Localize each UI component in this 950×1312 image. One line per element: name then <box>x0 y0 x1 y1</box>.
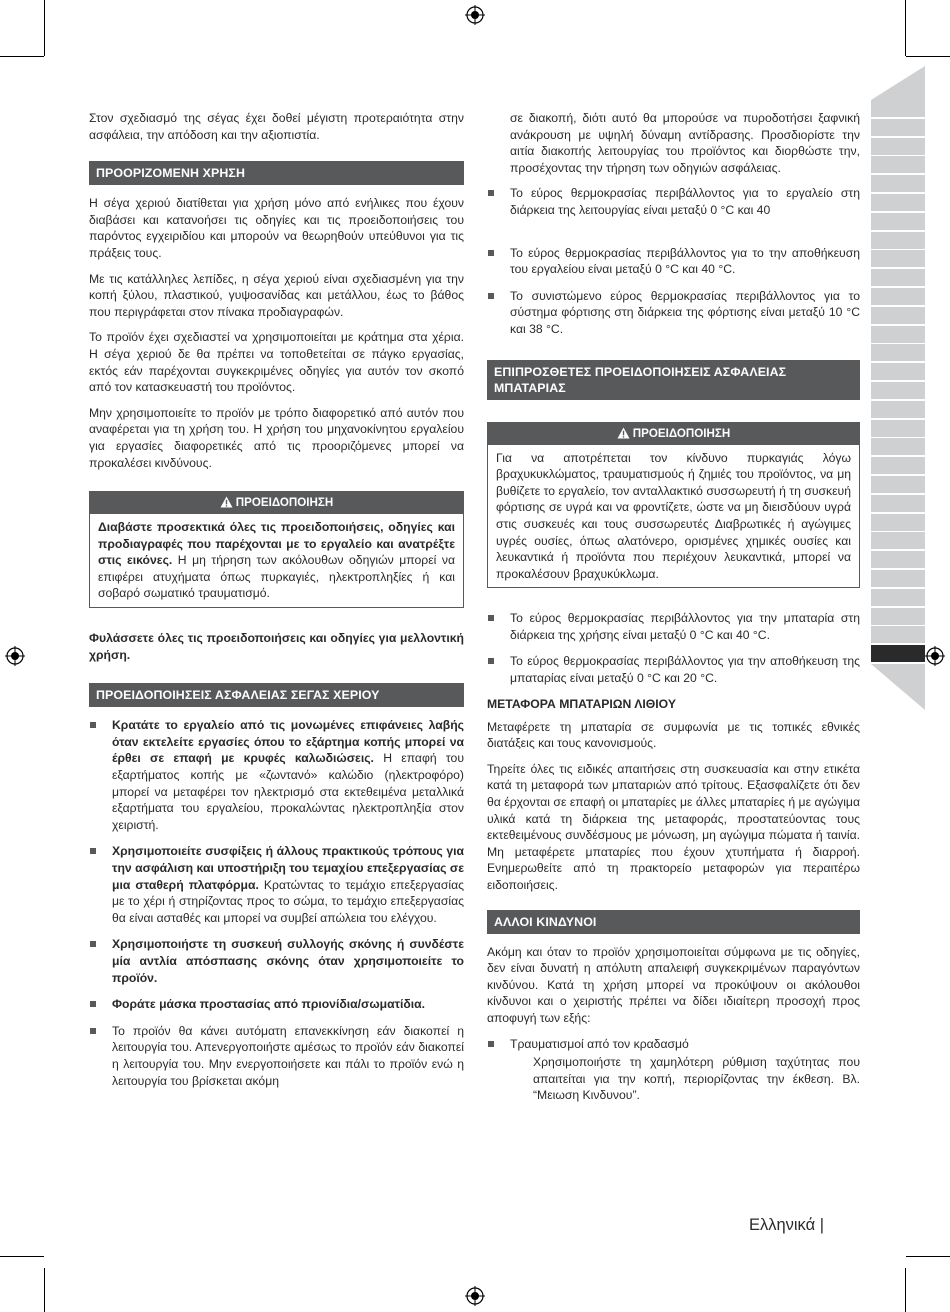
language-tab <box>871 401 925 418</box>
warning-box <box>89 491 464 608</box>
warning-text: Για να αποτρέπεται τον κίνδυνο πυρκαγιάς λόγω βραχυκυκλώματος, τραυματισμούς ή ζημιές του προϊόντος, να μη βυθίζετε το εργαλείο, τον ανταλλακτικό συσσωρευτή ή τη συσκευή φόρτισης σε υγρά και να φροντίζετε, ώστε να μη διεισδύουν υγρά στις συσκευές και τους συσσωρευτές Διαβρωτικές ή αγώγιμες υγρές ουσίες, όπως αλατόνερο, ορισμένες χημικές ουσίες και λευκαντικά ή προϊόντα που περιέχουν λευκαντικά, μπορεί να προκαλέσουν βραχυκύκλωμα. <box>496 450 851 581</box>
language-tab <box>871 250 925 267</box>
crop-mark <box>44 0 45 56</box>
crop-mark <box>906 56 950 57</box>
language-tab <box>871 608 925 625</box>
page-language-label: Ελληνικά | <box>748 1216 824 1234</box>
list-item <box>89 936 464 986</box>
language-tab <box>871 175 925 192</box>
warning-text-bold: Διαβάστε προσεκτικά όλες τις προειδοποιήσεις, οδηγίες και προδιαγραφές που παρέχονται με το εργαλείο και ανατρέξτε στις εικόνες. <box>98 520 455 568</box>
risk-list <box>487 1036 860 1053</box>
warning-box <box>487 422 860 589</box>
bullet-square-icon <box>90 848 96 854</box>
language-tab <box>871 269 925 286</box>
warning-text-rest: Η μη τήρηση των ακόλουθων οδηγιών μπορεί να επιφέρει ατυχήματα όπως πυρκαγιές, ηλεκτροπληξίες ή και σοβαρό σωματικό τραυματισμό. <box>98 553 455 601</box>
language-tab <box>871 232 925 249</box>
list-item-text: Το εύρος θερμοκρασίας περιβάλλοντος για το την αποθήκευση του εργαλείου είναι μεταξύ 0 °C και 40 °C. <box>510 245 860 277</box>
list-item <box>89 996 464 1013</box>
list-item <box>487 1036 860 1053</box>
language-tab <box>871 344 925 361</box>
list-item-bold: Χρησιμοποιήστε τη συσκευή συλλογής σκόνης ή συνδέστε μία αντλία απόσπασης σκόνης όταν χρησιμοποιείτε το προϊόν. <box>112 937 464 985</box>
warning-body <box>90 514 463 607</box>
language-tab <box>871 138 925 155</box>
right-column <box>487 110 860 1113</box>
left-column <box>89 110 464 1099</box>
list-item-text: Το συνιστώμενο εύρος θερμοκρασίας περιβάλλοντος για το σύστημα φόρτισης στη διάρκεια της φόρτισης είναι μεταξύ 10 °C και 38 °C. <box>510 288 860 336</box>
list-item <box>487 185 860 218</box>
bullet-square-icon <box>488 190 494 196</box>
saw-safety-list <box>89 717 464 1089</box>
language-tab <box>871 213 925 230</box>
language-tab <box>871 307 925 324</box>
bullet-square-icon <box>90 941 96 947</box>
temperature-list <box>487 185 860 337</box>
keep-instructions-note: Φυλάσσετε όλες τις προειδοποιήσεις και οδηγίες για μελλοντική χρήση. <box>89 631 464 662</box>
language-tab <box>871 382 925 399</box>
language-tab-active <box>871 645 925 662</box>
list-item-text: Το εύρος θερμοκρασίας περιβάλλοντος για την αποθήκευση της μπαταρίας είναι μεταξύ 0 °C και 20 °C. <box>510 654 860 686</box>
risk-item-description: Χρησιμοποιήστε τη χαμηλότερη ρύθμιση ταχύτητας που απαιτείται για την κοπή, περιορίζοντας την έκθεση. Βλ. “Μειωση Κινδυνου”. <box>533 1055 860 1103</box>
language-tab <box>871 288 925 305</box>
language-tab <box>871 194 925 211</box>
bullet-square-icon <box>488 1041 494 1047</box>
paragraph: Τηρείτε όλες τις ειδικές απαιτήσεις στη συσκευασία και στην ετικέτα κατά τη μεταφορά των μπαταριών από τρίτους. Εξασφαλίζετε ότι δεν θα έρχονται σε επαφή οι μπαταρίες με άλλες μπαταρίες ή με αγώγιμα υλικά κατά τη διάρκεια της μεταφοράς, προστατεύοντας τους εκτεθειμένους συνδέσμους με μόνωση, μη αγώγιμα πώματα ή ταινία. Μη μεταφέρετε μπαταρίες που έχουν χτυπήματα ή διαρροή. Ενημερωθείτε από τη πρακτορείο μεταφορών για περαιτέρω ειδοποιήσεις. <box>487 761 860 892</box>
subheading-lithium-transport: ΜΕΤΑΦΟΡΑ ΜΠΑΤΑΡΙΩΝ ΛΙΘΙΟΥ <box>487 696 676 711</box>
language-tab <box>871 626 925 643</box>
section-heading-other-risks: ΑΛΛΟΙ ΚΙΝΔΥΝΟΙ <box>487 910 860 934</box>
paragraph: Μην χρησιμοποιείτε το προϊόν με τρόπο διαφορετικό από αυτόν που αναφέρεται για τη χρήση του. Η χρήση του μηχανοκίνητου εργαλείου για εργασίες διαφορετικές από τις προοριζόμενες μπορεί να προκαλέσει κινδύνους. <box>89 405 464 470</box>
section-heading-battery-safety: ΕΠΙΠΡΟΣΘΕΤΕΣ ΠΡΟΕΙΔΟΠΟΙΗΣΕΙΣ ΑΣΦΑΛΕΙΑΣ ΜΠΑΤΑΡΙΑΣ <box>487 360 860 400</box>
language-tab <box>871 100 925 117</box>
bullet-square-icon <box>90 1001 96 1007</box>
warning-header <box>488 423 859 445</box>
warning-triangle-icon <box>220 496 233 508</box>
language-tabs <box>871 66 925 674</box>
registration-mark-icon <box>925 646 945 666</box>
list-item-text: Η επαφή του εξαρτήματος κοπής με «ζωντανό» καλώδιο (ηλεκτροφόρο) μπορεί να μεταφέρει τον ηλεκτρισμό στα εκτεθειμένα μεταλλικά εξαρτήματα του εργαλείου, προκαλώντας ηλεκτροπληξία στον χειριστή. <box>112 751 464 832</box>
tab-cap-shape <box>871 66 925 100</box>
language-tab <box>871 495 925 512</box>
crop-mark <box>905 1268 906 1312</box>
language-tab <box>871 457 925 474</box>
bullet-square-icon <box>488 658 494 664</box>
bullet-square-icon <box>488 615 494 621</box>
language-tab <box>871 551 925 568</box>
paragraph: Με τις κατάλληλες λεπίδες, η σέγα χεριού είναι σχεδιασμένη για την κοπή ξύλου, πλαστικού, γυψοσανίδας και μετάλλου, έως το βάθος που περιγράφεται στον πίνακα προδιαγραφών. <box>89 271 464 319</box>
warning-title: ΠΡΟΕΙΔΟΠΟΙΗΣΗ <box>632 426 731 440</box>
language-tab <box>871 119 925 136</box>
language-tab <box>871 514 925 531</box>
bullet-square-icon <box>90 1028 96 1034</box>
crop-mark <box>906 1256 950 1257</box>
list-item-text: Τραυματισμοί από τον κραδασμό <box>510 1036 689 1051</box>
warning-title: ΠΡΟΕΙΔΟΠΟΙΗΣΗ <box>235 496 334 510</box>
language-tab <box>871 476 925 493</box>
paragraph: Η σέγα χεριού διατίθεται για χρήση μόνο από ενήλικες που έχουν διαβάσει και κατανοήσει τις οδηγίες και τις προειδοποιήσεις του παρόντος εγχειριδίου και μπορούν να θεωρηθούν υπεύθυνοι για τις πράξεις τους. <box>89 196 464 260</box>
battery-temperature-list <box>487 610 860 686</box>
crop-mark <box>0 1256 44 1257</box>
list-item-bold: Φοράτε μάσκα προστασίας από πριονίδια/σωματίδια. <box>112 997 426 1012</box>
registration-mark-icon <box>465 1286 485 1306</box>
crop-mark <box>0 56 44 57</box>
crop-mark <box>44 1268 45 1312</box>
bullet-square-icon <box>488 250 494 256</box>
bullet-square-icon <box>90 722 96 728</box>
language-tab <box>871 156 925 173</box>
language-tab <box>871 326 925 343</box>
list-item <box>89 843 464 926</box>
language-tab <box>871 532 925 549</box>
section-heading-intended-use: ΠΡΟΟΡΙΖΟΜΕΝΗ ΧΡΗΣΗ <box>89 161 464 185</box>
list-item-text: Το εύρος θερμοκρασίας περιβάλλοντος για την μπαταρία στη διάρκεια της χρήσης είναι μεταξύ 0 °C και 40 °C. <box>510 611 860 642</box>
registration-mark-icon <box>465 5 485 25</box>
language-tab <box>871 363 925 380</box>
paragraph: Το προϊόν έχει σχεδιαστεί να χρησιμοποιείται με κράτημα στα χέρια. Η σέγα χεριού δε θα πρέπει να τοποθετείται σε πάγκο εργασίας, εκτός εάν παρέχονται συγκεκριμένες οδηγίες για αυτόν τον σκοπό από τον κατασκευαστή του προϊόντος. <box>89 330 464 395</box>
language-tab <box>871 420 925 437</box>
continued-paragraph: σε διακοπή, διότι αυτό θα μπορούσε να πυροδοτήσει ξαφνική ανάκρουση με υψηλή δύναμη αντίδρασης. Προσδιορίστε την αιτία διακοπής λειτουργίας του προϊόντος και διορθώστε την, προσέχοντας την τήρηση των οδηγιών ασφάλειας. <box>510 111 860 175</box>
list-item <box>487 288 860 338</box>
paragraph: Ακόμη και όταν το προϊόν χρησιμοποιείται σύμφωνα με τις οδηγίες, δεν είναι δυνατή η απόλυτη απαλειφή συγκεκριμένων παραγόντων κινδύνου. Κατά τη χρήση μπορεί να προκύψουν οι ακόλουθοι κίνδυνοι και ο χειριστής πρέπει να δίδει ιδιαίτερη προσοχή προς αποφυγή των εξής: <box>487 944 860 1025</box>
registration-mark-icon <box>5 646 25 666</box>
list-item-bold: Κρατάτε το εργαλείο από τις μονωμένες επιφάνειες λαβής όταν εκτελείτε εργασίες όπου το εξάρτημα κοπής μπορεί να έρθει σε επαφή με κρυφές καλωδιώσεις. <box>112 718 464 766</box>
warning-header <box>90 492 463 514</box>
language-tab <box>871 589 925 606</box>
warning-body <box>488 445 859 588</box>
list-item <box>487 610 860 643</box>
warning-text <box>98 519 455 602</box>
warning-triangle-icon <box>617 427 630 439</box>
crop-mark <box>905 0 906 56</box>
list-item-bold: Χρησιμοποιείτε συσφίξεις ή άλλους πρακτικούς τρόπους για την ασφάλιση και υποστήριξη του τεμαχίου επεξεργασίας σε μια σταθερή πλατφόρμα. <box>112 844 464 892</box>
list-item-text: Κρατώντας το τεμάχιο επεξεργασίας με το χέρι ή στηρίζοντας προς το σώμα, το τεμάχιο επεξεργασίας θα είναι ασταθές και μπορεί να συμβεί απώλεια του ελέγχου. <box>112 877 464 925</box>
section-heading-saw-safety: ΠΡΟΕΙΔΟΠΟΙΗΣΕΙΣ ΑΣΦΑΛΕΙΑΣ ΣΕΓΑΣ ΧΕΡΙΟΥ <box>89 683 464 707</box>
tab-bottom-shape <box>871 664 925 710</box>
bullet-square-icon <box>488 293 494 299</box>
list-item <box>89 717 464 833</box>
list-item <box>487 245 860 278</box>
language-tab <box>871 570 925 587</box>
list-item <box>89 1023 464 1089</box>
list-item-text: Το προϊόν θα κάνει αυτόματη επανεκκίνηση εάν διακοπεί η λειτουργία του. Απενεργοποιήστε αμέσως το προϊόν εάν διακοπεί η λειτουργία του. Μην ενεργοποιήσετε και πάλι το προϊόν ενώ η λειτουργία του βρίσκεται ακόμη <box>112 1023 464 1088</box>
list-item-text: Το εύρος θερμοκρασίας περιβάλλοντος για το εργαλείο στη διάρκεια της λειτουργίας είναι μεταξύ 0 °C και 40 <box>510 186 860 217</box>
language-tab <box>871 438 925 455</box>
list-item <box>487 653 860 686</box>
paragraph: Μεταφέρετε τη μπαταρία σε συμφωνία με τις τοπικές εθνικές διατάξεις και τους κανονισμούς. <box>487 719 860 751</box>
intro-paragraph: Στον σχεδιασμό της σέγας έχει δοθεί μέγιστη προτεραιότητα στην ασφάλεια, την απόδοση και την αξιοπιστία. <box>89 111 464 142</box>
